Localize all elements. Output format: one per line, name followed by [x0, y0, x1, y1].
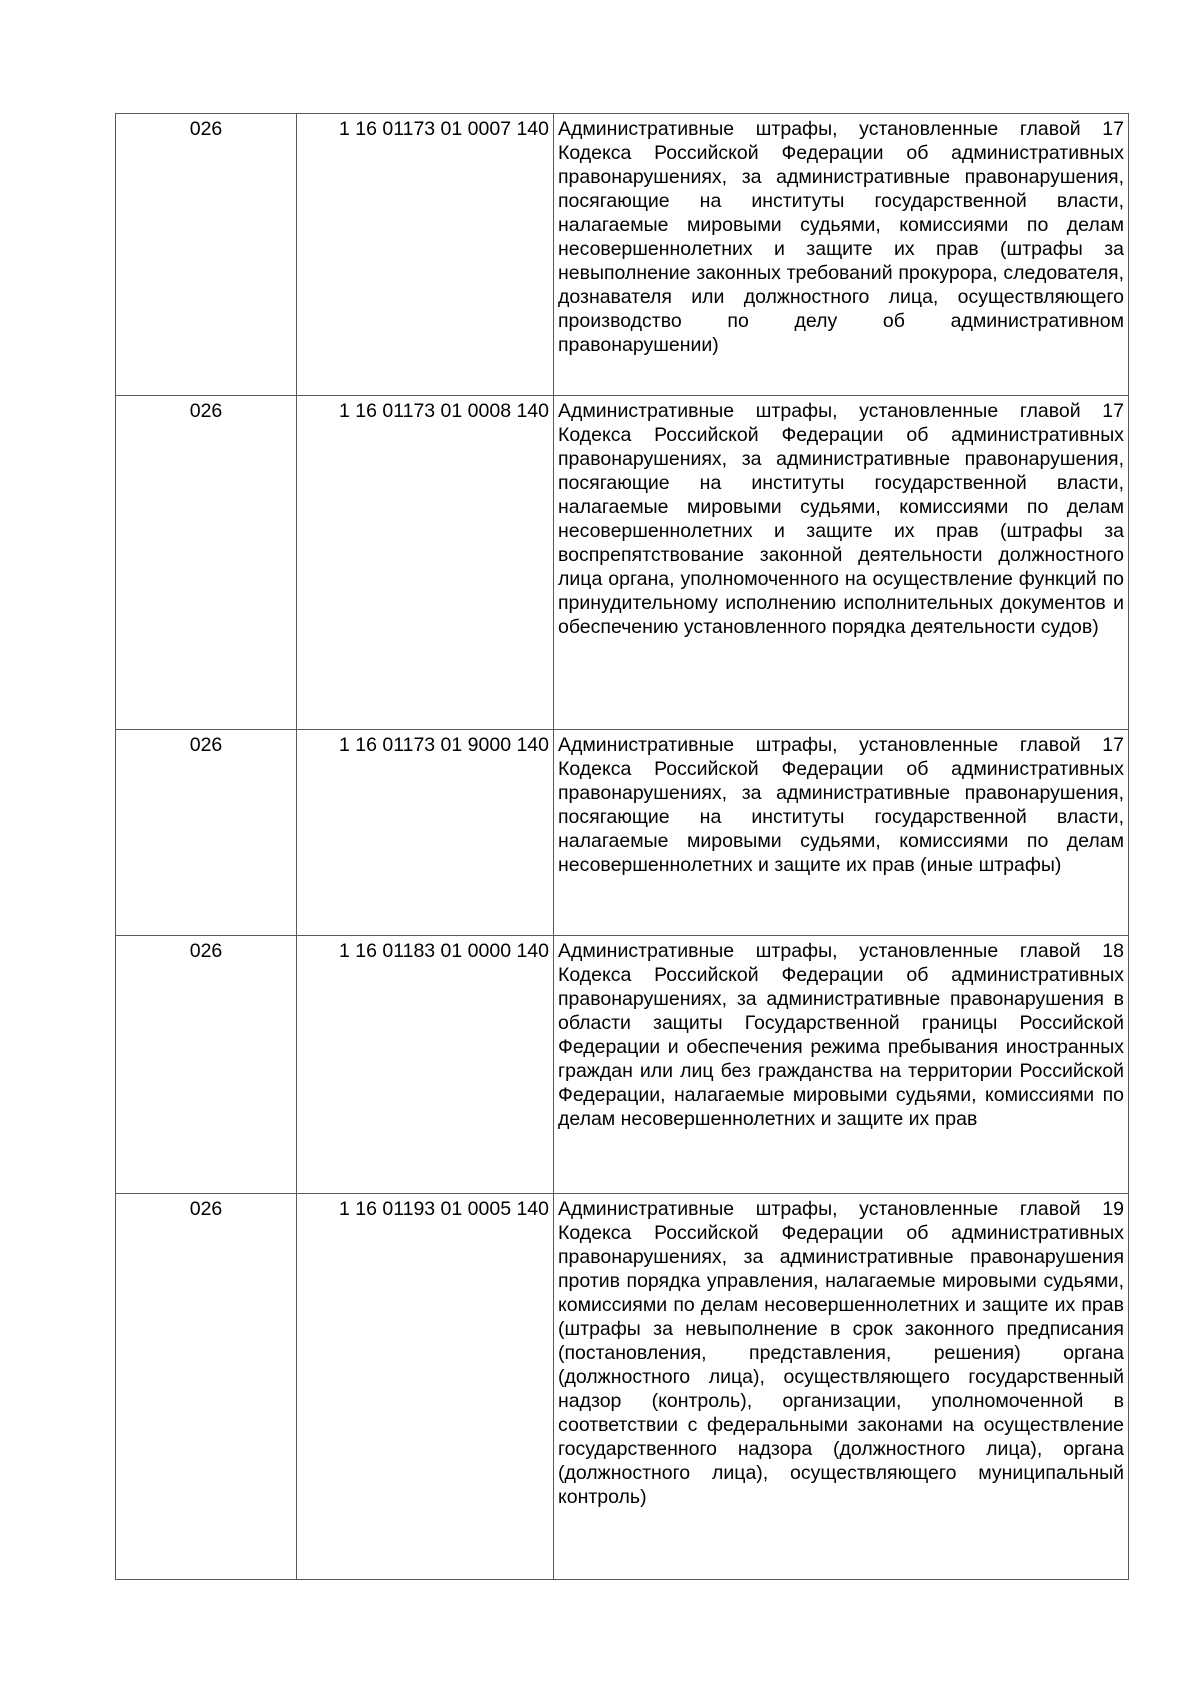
table-row — [116, 730, 1129, 936]
income-description-cell: Административные штрафы, установленные главой 17 Кодекса Российской Федерации об административных правонарушениях, за административные правонарушения, посягающие на институты государственной власти, налагаемые мировыми судьями, комиссиями по делам несовершеннолетних и защите их прав (иные штрафы) — [554, 730, 1129, 936]
table-row — [116, 114, 1129, 396]
admin-code-cell: 026 — [116, 1194, 297, 1580]
admin-code-cell: 026 — [116, 936, 297, 1194]
kbk-code-cell: 1 16 01173 01 0007 140 — [297, 114, 554, 396]
income-description-cell: Административные штрафы, установленные главой 18 Кодекса Российской Федерации об административных правонарушениях, за административные правонарушения в области защиты Государственной границы Российской Федерации и обеспечения режима пребывания иностранных граждан или лиц без гражданства на территории Российской Федерации, налагаемые мировыми судьями, комиссиями по делам несовершеннолетних и защите их прав — [554, 936, 1129, 1194]
table-row — [116, 936, 1129, 1194]
kbk-table — [115, 113, 1129, 1580]
kbk-code-cell: 1 16 01173 01 0008 140 — [297, 396, 554, 730]
table-row — [116, 396, 1129, 730]
admin-code-cell: 026 — [116, 396, 297, 730]
income-description-cell: Административные штрафы, установленные главой 19 Кодекса Российской Федерации об административных правонарушениях, за административные правонарушения против порядка управления, налагаемые мировыми судьями, комиссиями по делам несовершеннолетних и защите их прав (штрафы за невыполнение в срок законного предписания (постановления, представления, решения) органа (должностного лица), осуществляющего государственный надзор (контроль), организации, уполномоченной в соответствии с федеральными законами на осуществление государственного надзора (должностного лица), органа (должностного лица), осуществляющего муниципальный контроль) — [554, 1194, 1129, 1580]
income-description-cell: Административные штрафы, установленные главой 17 Кодекса Российской Федерации об административных правонарушениях, за административные правонарушения, посягающие на институты государственной власти, налагаемые мировыми судьями, комиссиями по делам несовершеннолетних и защите их прав (штрафы за воспрепятствование законной деятельности должностного лица органа, уполномоченного на осуществление функций по принудительному исполнению исполнительных документов и обеспечению установленного порядка деятельности судов) — [554, 396, 1129, 730]
kbk-code-cell: 1 16 01193 01 0005 140 — [297, 1194, 554, 1580]
income-description-cell: Административные штрафы, установленные главой 17 Кодекса Российской Федерации об административных правонарушениях, за административные правонарушения, посягающие на институты государственной власти, налагаемые мировыми судьями, комиссиями по делам несовершеннолетних и защите их прав (штрафы за невыполнение законных требований прокурора, следователя, дознавателя или должностного лица, осуществляющего производство по делу об административном правонарушении) — [554, 114, 1129, 396]
admin-code-cell: 026 — [116, 730, 297, 936]
kbk-code-cell: 1 16 01173 01 9000 140 — [297, 730, 554, 936]
kbk-code-cell: 1 16 01183 01 0000 140 — [297, 936, 554, 1194]
table-row — [116, 1194, 1129, 1580]
admin-code-cell: 026 — [116, 114, 297, 396]
